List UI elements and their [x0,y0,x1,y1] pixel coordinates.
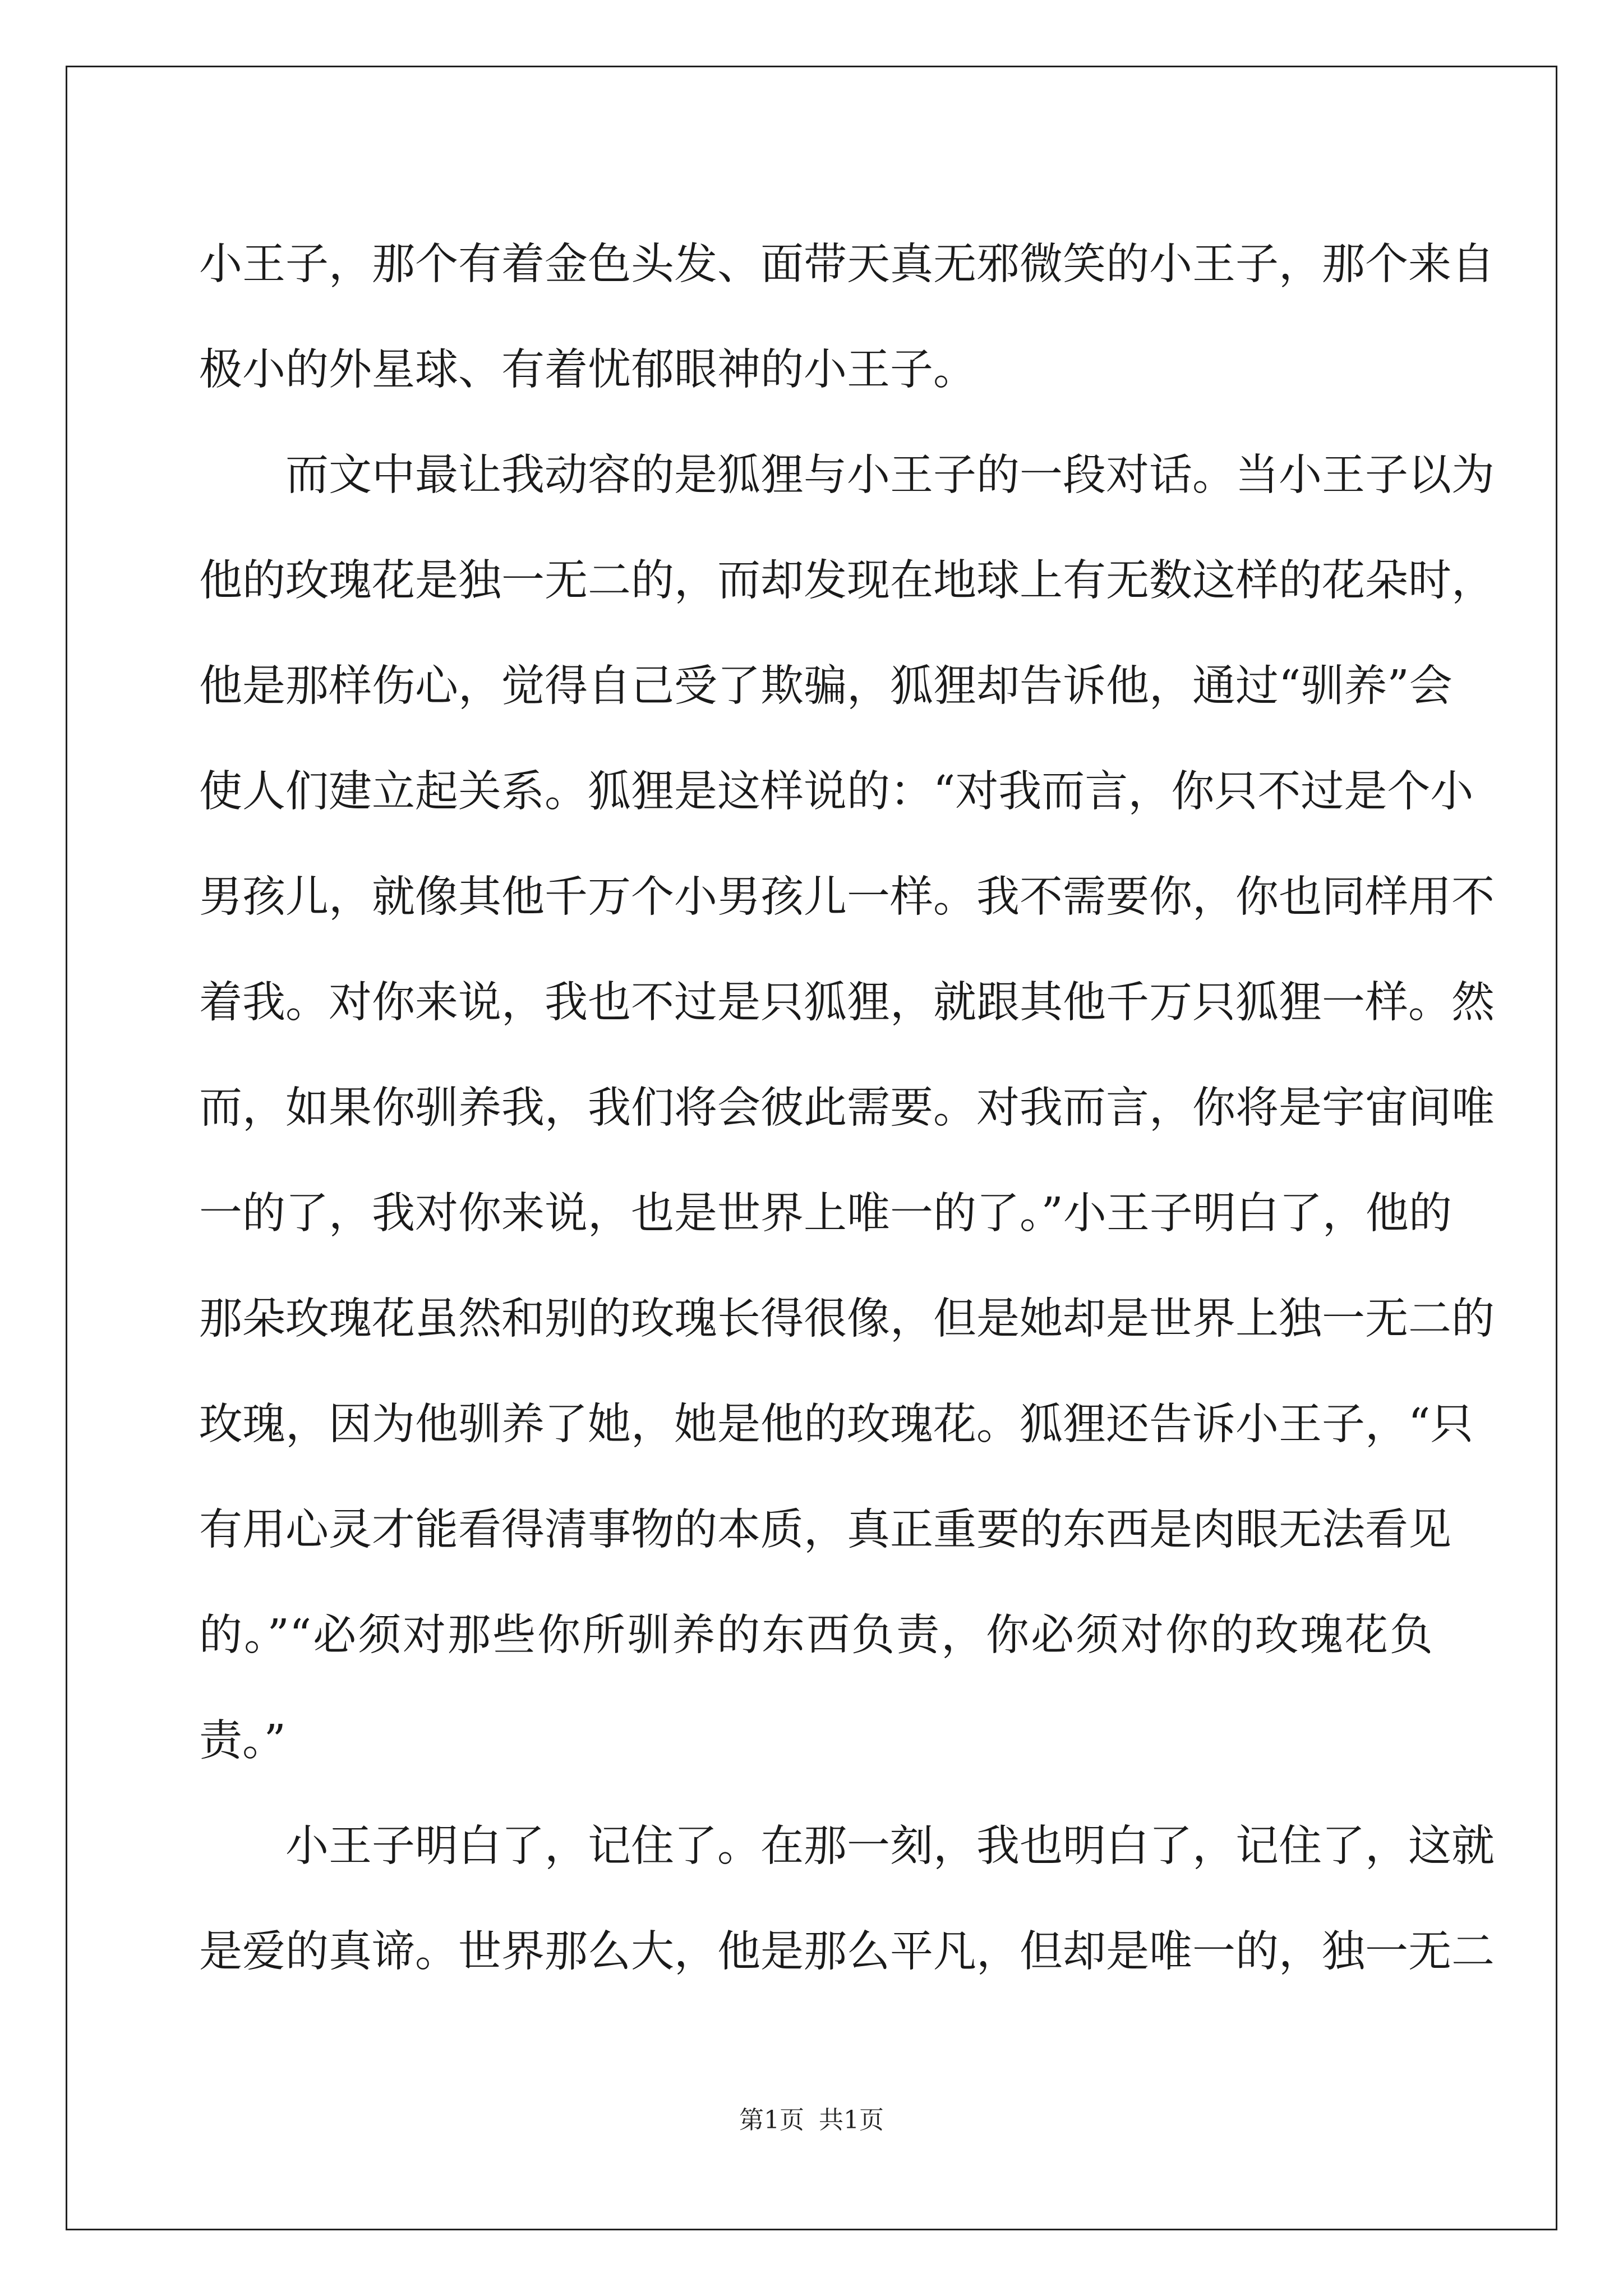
text-line: 是爱的真谛。世界那么大，他是那么平凡，但却是唯一的，独一无二 [199,1927,1495,1977]
text-line: 使人们建立起关系。狐狸是这样说的：“对我而言，你只不过是个小 [199,767,1474,817]
text-line: 男孩儿，就像其他千万个小男孩儿一样。我不需要你，你也同样用不 [199,872,1495,922]
text-line: 责。” [199,1716,286,1766]
text-line: 而文中最让我动容的是狐狸与小王子的一段对话。当小王子以为 [285,450,1495,500]
page-total: 共1页 [819,2106,884,2134]
text-line: 他的玫瑰花是独一无二的，而却发现在地球上有无数这样的花朵时， [199,556,1495,606]
text-line: 玫瑰，因为他驯养了她，她是他的玫瑰花。狐狸还告诉小王子，“只 [199,1400,1474,1450]
text-line: 小王子，那个有着金色头发、面带天真无邪微笑的小王子，那个来自 [199,240,1495,289]
page-number: 第1页 [739,2106,804,2134]
text-line: 有用心灵才能看得清事物的本质，真正重要的东西是肉眼无法看见 [199,1505,1451,1555]
text-line: 极小的外星球、有着忧郁眼神的小王子。 [199,345,976,395]
text-line: 一的了，我对你来说，也是世界上唯一的了。”小王子明白了，他的 [199,1189,1452,1239]
text-line: 小王子明白了，记住了。在那一刻，我也明白了，记住了，这就 [285,1821,1495,1871]
page-footer [0,2104,1623,2137]
document-body [199,212,1495,2005]
text-line: 他是那样伤心，觉得自己受了欺骗，狐狸却告诉他，通过“驯养”会 [199,661,1453,711]
text-line: 那朵玫瑰花虽然和别的玫瑰长得很像，但是她却是世界上独一无二的 [199,1294,1495,1344]
text-line: 的。”“必须对那些你所驯养的东西负责，你必须对你的玫瑰花负 [199,1611,1433,1660]
text-line: 而，如果你驯养我，我们将会彼此需要。对我而言，你将是宇宙间唯 [199,1083,1495,1133]
text-line: 着我。对你来说，我也不过是只狐狸，就跟其他千万只狐狸一样。然 [199,978,1495,1028]
